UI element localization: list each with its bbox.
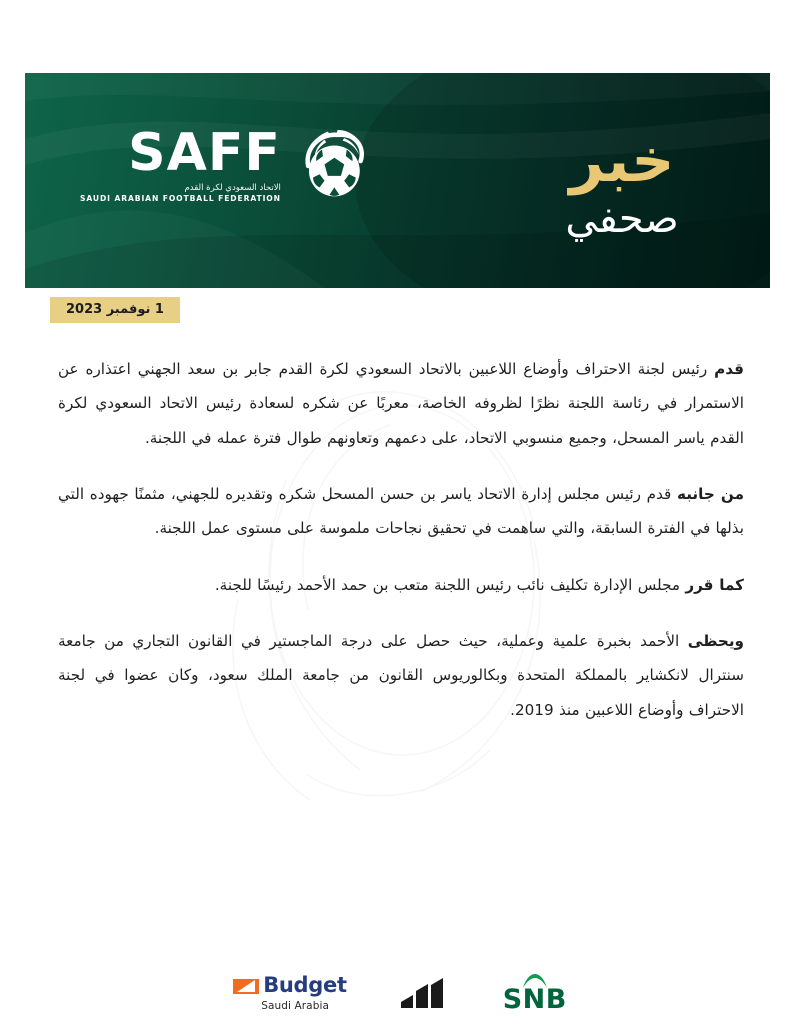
paragraph — [58, 568, 744, 602]
sponsor-adidas — [401, 978, 449, 1010]
paragraph-lead: من جانبه — [677, 485, 745, 504]
paragraph-lead: قدم — [714, 360, 744, 378]
saff-wordmark: SAFF — [128, 123, 281, 184]
article-body — [58, 352, 744, 749]
paragraph-text: قدم رئيس مجلس إدارة الاتحاد ياسر بن حسن المسحل شكره وتقديره للجهني، مثمنًا جهوده التي بذلها في الفترة السابقة، والتي ساهمت في تحقيق نجاحات ملموسة على مستوى عمل اللجنة. — [58, 485, 744, 538]
paragraph — [58, 352, 744, 455]
budget-subtitle: Saudi Arabia — [261, 1000, 330, 1012]
paragraph — [58, 477, 744, 546]
paragraph-text: مجلس الإدارة تكليف نائب رئيس اللجنة متعب بن حمد الأحمد رئيسًا للجنة. — [214, 575, 686, 594]
saff-english-tagline: SAUDI ARABIAN FOOTBALL FEDERATION — [80, 193, 281, 203]
paragraph — [58, 624, 744, 727]
budget-wordmark: Budget — [263, 973, 347, 997]
saff-arabic-tagline: الاتحاد السعودي لكرة القدم — [184, 182, 281, 193]
saff-logo — [80, 125, 377, 207]
budget-parallelogram-icon — [233, 976, 259, 996]
snb-wordmark: SNB — [502, 984, 567, 1015]
sponsor-budget — [233, 975, 347, 1012]
sponsor-snb — [503, 974, 567, 1013]
paragraph-lead: ويحظى — [687, 632, 744, 651]
paragraph-lead: كما قرر — [685, 575, 744, 594]
publication-date-badge: 1 نوفمبر 2023 — [50, 297, 180, 323]
headline-main-text: خبر — [569, 126, 675, 196]
header-banner — [25, 73, 770, 288]
saff-football-crest-icon — [295, 125, 377, 207]
headline-sub-text: صحفي — [565, 196, 679, 243]
paragraph-text: رئيس لجنة الاحتراف وأوضاع اللاعبين بالاتحاد السعودي لكرة القدم جابر بن سعد الجهني اعتذاره عن الاستمرار في رئاسة اللجنة نظرًا لظروفه الخاصة، معربًا عن شكره لسعادة رئيس الاتحاد السعودي لكرة القدم ياسر المسحل، وجميع منسوبي الاتحاد، على دعمهم وتعاونهم طوال فترة عمله في اللجنة. — [58, 360, 744, 447]
adidas-three-bars-icon — [401, 978, 449, 1010]
sponsor-logos — [0, 974, 800, 1013]
paragraph-text: الأحمد بخبرة علمية وعملية، حيث حصل على درجة الماجستير في القانون التجاري من جامعة سنترال لانكشاير بالمملكة المتحدة وبكالوريوس القانون من جامعة الملك سعود، وكان عضوا في لجنة الاحتراف وأوضاع اللاعبين منذ 2019. — [58, 632, 744, 719]
press-release-headline — [522, 128, 722, 241]
